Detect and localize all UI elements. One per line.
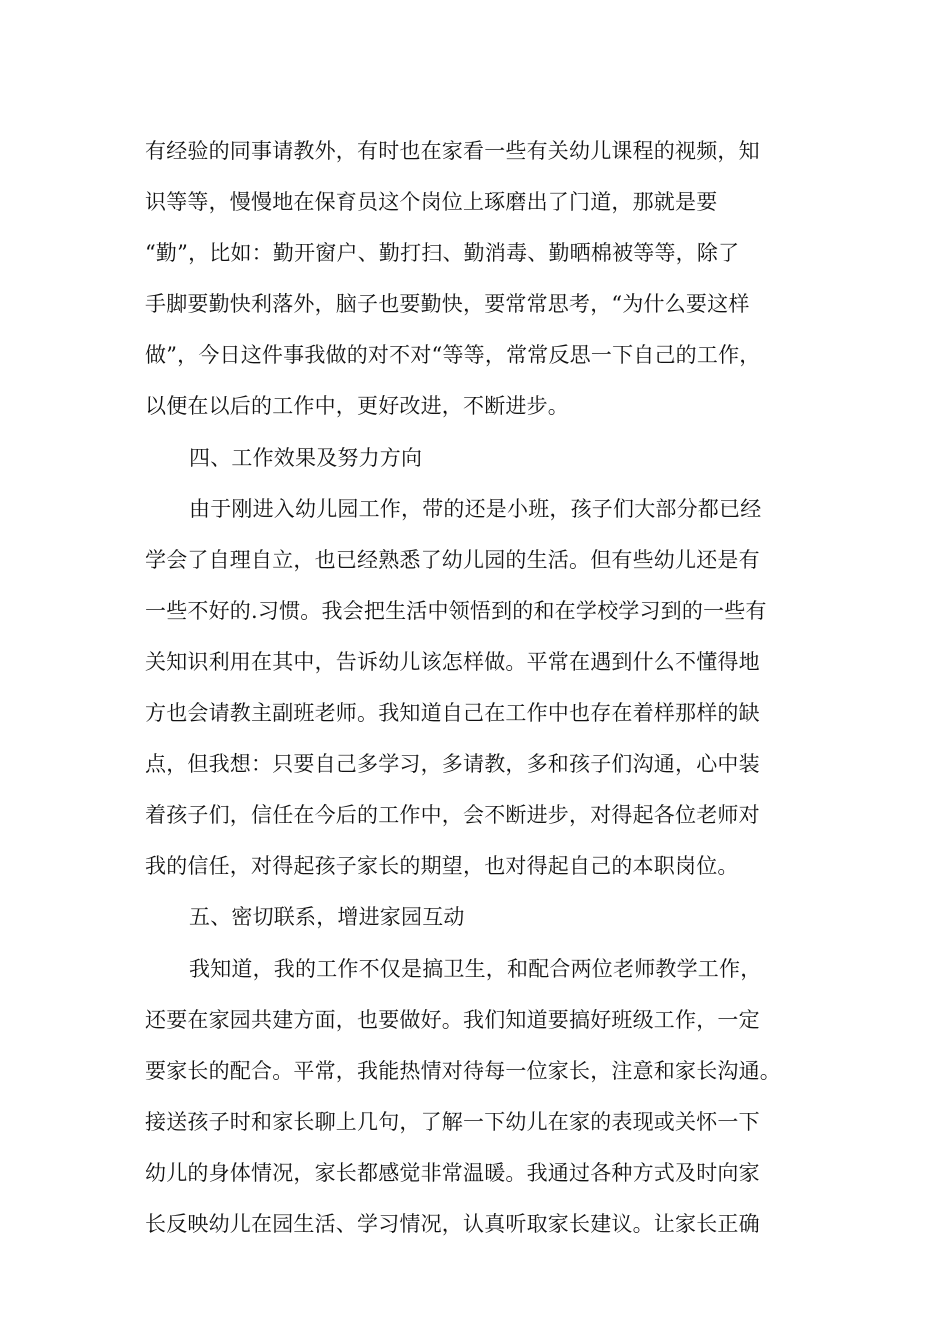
text-line: 做”，今日这件事我做的对不对“等等，常常反思一下自己的工作， [145, 343, 761, 368]
text-line: 幼儿的身体情况，家长都感觉非常温暖。我通过各种方式及时向家 [145, 1160, 760, 1185]
text-line: 长反映幼儿在园生活、学习情况，认真听取家长建议。让家长正确 [145, 1211, 760, 1236]
text-line: “勤”，比如：勤开窗户、勤打扫、勤消毒、勤晒棉被等等，除了 [145, 241, 740, 266]
text-line: 有经验的同事请教外，有时也在家看一些有关幼儿课程的视频，知 [145, 139, 760, 163]
text-line: 我知道，我的工作不仅是搞卫生，和配合两位老师教学工作， [189, 956, 762, 981]
text-line: 识等等，慢慢地在保育员这个岗位上琢磨出了门道，那就是要 [145, 190, 718, 215]
text-line: 手脚要勤快利落外，脑子也要勤快，要常常思考，“为什么要这样 [145, 292, 750, 317]
text-line: 着孩子们，信任在今后的工作中，会不断进步，对得起各位老师对 [145, 803, 760, 828]
text-line: 接送孩子时和家长聊上几句，了解一下幼儿在家的表现或关怀一下 [145, 1109, 760, 1134]
text-line: 四、工作效果及努力方向 [189, 445, 423, 470]
text-line: 我的信任，对得起孩子家长的期望，也对得起自己的本职岗位。 [145, 854, 739, 879]
text-line: 以便在以后的工作中，更好改进，不断进步。 [145, 394, 569, 419]
text-line: 五、密切联系，增进家园互动 [189, 905, 465, 930]
text-line: 由于刚进入幼儿园工作，带的还是小班，孩子们大部分都已经 [189, 496, 762, 521]
text-line: 要家长的配合。平常，我能热情对待每一位家长，注意和家长沟通。 [145, 1058, 781, 1083]
text-line: 还要在家园共建方面，也要做好。我们知道要搞好班级工作，一定 [145, 1007, 760, 1032]
text-line: 关知识利用在其中，告诉幼儿该怎样做。平常在遇到什么不懂得地 [145, 649, 760, 674]
text-line: 点，但我想：只要自己多学习，多请教，多和孩子们沟通，心中装 [145, 752, 760, 777]
text-line: 方也会请教主副班老师。我知道自己在工作中也存在着样那样的缺 [145, 701, 760, 726]
text-line: 学会了自理自立，也已经熟悉了幼儿园的生活。但有些幼儿还是有 [145, 547, 760, 572]
text-line: 一些不好的.习惯。我会把生活中领悟到的和在学校学习到的一些有 [145, 598, 767, 623]
document-body [145, 126, 825, 1250]
